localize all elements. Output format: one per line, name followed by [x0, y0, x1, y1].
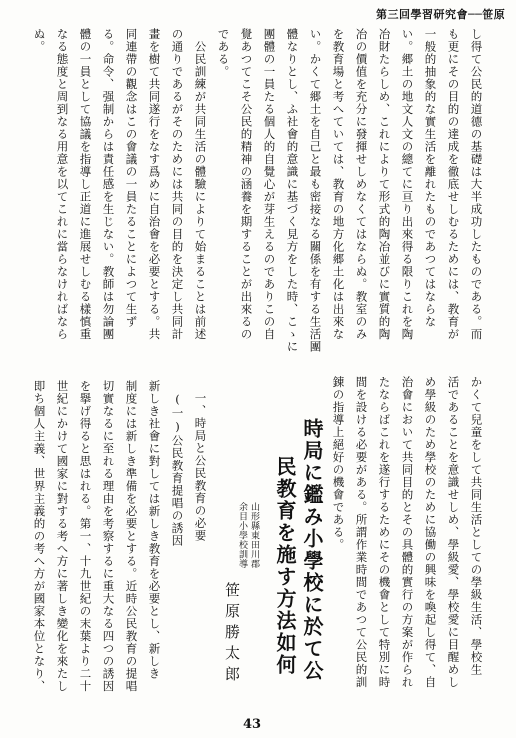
text-column: 即ち個人主義、世界主義的の考へ方が國家本位となり、 — [32, 380, 47, 693]
text-column: し得て公民的道德の基礎は大半成功したものである。而 — [469, 28, 484, 341]
author-name: 笹原勝太郎 — [223, 582, 241, 687]
text-column: 畫を樹て共同遂行をなす爲めに自治會を必要とする。共 — [147, 28, 162, 341]
text-column: 公民訓練が共同生活の體驗によりて始まることは前述 — [193, 28, 208, 341]
text-column: たならばこれを遂行するためにその機會として特別に時 — [377, 376, 392, 689]
text-column: を教育場と考へていては、教育の地方化郷土化は出來な — [331, 28, 346, 341]
text-column: 治會において共同目的とその具體的實行の方案が作られ — [400, 376, 415, 689]
text-column: ぬ。 — [32, 28, 47, 53]
text-column: め學級のため學校のために協働の興味を喚起し得て、自 — [423, 376, 438, 689]
author-affiliation: 山形縣東田川郡 — [249, 502, 259, 569]
text-column: 世紀にかけて國家に對する考へ方に著しき變化を來たし — [55, 380, 70, 693]
text-column: である。 — [216, 28, 231, 78]
article-title: 時局に鑑み小學校に於て公 — [300, 418, 324, 682]
text-column: る。命令、强制からは責任感を生じない。教師は勿論團 — [101, 28, 116, 341]
text-column: の通りであるがそのためには共同の目的を決定し共同計 — [170, 28, 185, 341]
text-column: 同連帶の觀念はこの會議の一員たることによつて生ず — [124, 28, 139, 328]
text-column: 團體の一員たる個人的自覺心が芽生えるのでありこの自 — [262, 28, 277, 341]
text-column: 覺あつてこそ公民的精神の涵養を期することが出來るの — [239, 28, 254, 341]
text-column: 錬の指導上絕好の機會である。 — [331, 376, 346, 551]
author-affiliation: 余目小學校訓導 — [237, 502, 247, 569]
subheading: (一)公民教育提唱の誘因 — [170, 392, 185, 547]
text-column: を擧げ得ると思はれる。第一、十九世紀の末葉より二十 — [78, 380, 93, 693]
page-number: 43 — [243, 717, 262, 732]
text-column: い。郷土の地文人文の總てに亘り出來得る限りこれを陶 — [400, 28, 415, 341]
text-column: 活であることを意識せしめ、學級愛、學校愛に目醒めし — [446, 376, 461, 689]
text-column: も更にその目的の達成を徹底せしむるためには、教育が — [446, 28, 461, 341]
text-column: 制度には新しき準備を必要とする。近時公民教育の提唱 — [124, 380, 139, 693]
text-column: かくて兒童をして共同生活としての學級生活、學校生 — [469, 376, 484, 676]
text-column: い。かくて郷土を自己と最も密接なる關係を有する生活團 — [308, 28, 323, 353]
text-column: 冶財たらしめ、これによりて形式的陶冶並びに實質的陶 — [377, 28, 392, 341]
text-column: 新しき社會に對しては新しき教育を必要とし、新しき — [147, 380, 162, 680]
text-column: 體なりとし、ふ社會的意識に基づく見方をした時、こゝに — [285, 28, 300, 353]
section-heading: 一、時局と公民教育の必要 — [193, 392, 208, 542]
text-column: 間を設ける必要がある。所謂作業時間であつて公民的訓 — [354, 376, 369, 689]
text-column: なる態度と周到なる用意を以てこれに當らなければなら — [55, 28, 70, 341]
running-header: 第三回學習研究會──笹原 — [376, 8, 506, 21]
article-title: 民教育を施す方法如何 — [273, 456, 297, 676]
text-column: 一般的抽象的な實生活を離れたものであつてはならな — [423, 28, 438, 328]
text-column: 冶の價值を充分に發揮せしめなくてはならぬ。教室のみ — [354, 28, 369, 341]
text-column: 體の一員として協議を指導し正道に進展せしむる樣慎重 — [78, 28, 93, 341]
text-column: 切實なるに至れる理由を考察するに重大なる四つの誘因 — [101, 380, 116, 693]
